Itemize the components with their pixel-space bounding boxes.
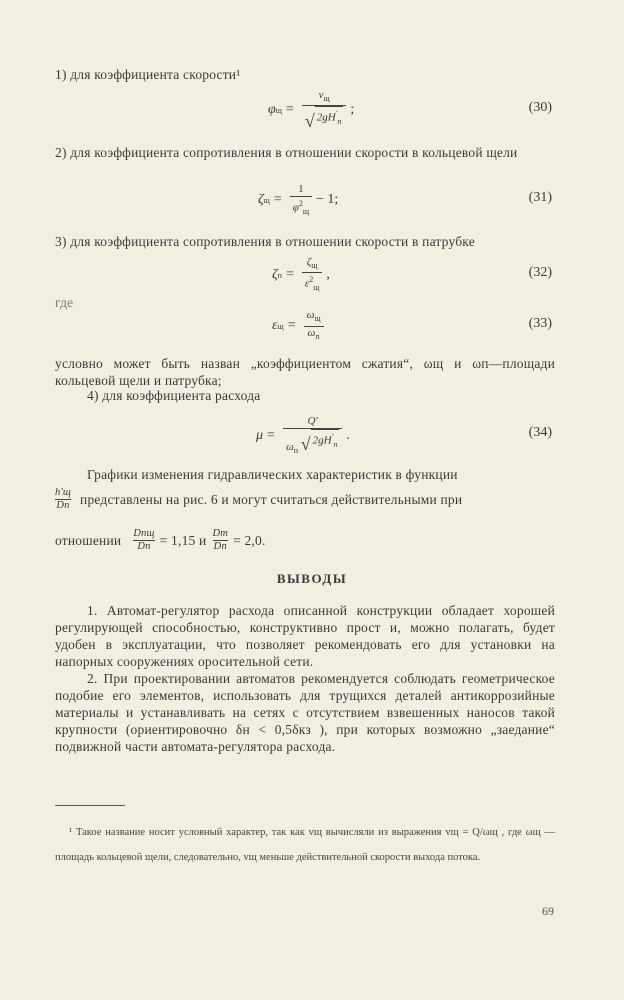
eq32-den-sup: 2	[309, 275, 314, 285]
eq34-den-sub: п	[293, 446, 298, 456]
eq31-tail: − 1;	[316, 192, 339, 207]
eq33-lhs: ε	[272, 318, 278, 333]
eq33-den: ω	[307, 326, 316, 339]
eq30-sqrt: √ $2gH'_п$	[305, 106, 344, 128]
ratio-2-num: Dт	[212, 528, 229, 539]
eq30-num-sub: щ	[323, 94, 330, 104]
graphs-line-1: Графики изменения гидравлических характеристик в функции	[87, 467, 458, 482]
ratio-2-den: Dп	[213, 541, 227, 552]
eq31-fraction	[290, 183, 312, 218]
eq30-number: (30)	[528, 100, 552, 115]
eq32-den: ε	[304, 277, 310, 290]
equation-34	[0, 411, 624, 461]
eq34-den: ω	[285, 440, 294, 453]
eq32-tail: ,	[326, 267, 330, 282]
eq32-lhs: ζ	[272, 267, 278, 282]
eq30-equals: =	[285, 102, 294, 117]
eq34-sqrt: √ $2gH'_п$	[301, 429, 340, 451]
conclusions-heading: ВЫВОДЫ	[276, 571, 348, 586]
item-4-text: 4) для коэффициента расхода	[87, 388, 261, 403]
eq33-lhs-sub: щ	[277, 321, 284, 331]
eq34-den-root-sup: '	[331, 431, 334, 441]
eq33-equals: =	[287, 318, 296, 333]
ratio-2-fraction	[213, 528, 229, 553]
eq30-den-sup: '	[335, 109, 338, 119]
graphs-fraction	[55, 487, 71, 512]
eq31-lhs-sub: щ	[263, 195, 270, 205]
eq30-tail: ;	[350, 102, 355, 117]
ratio-2-value: = 2,0.	[233, 533, 266, 548]
eq31-den: φ	[292, 201, 299, 214]
eq33-number: (33)	[528, 316, 552, 331]
eq31-lhs: ζ	[258, 192, 264, 207]
eq33-num-sub: щ	[314, 314, 321, 324]
equation-31	[0, 178, 624, 222]
ratio-1-den: Dп	[137, 541, 151, 552]
eq34-den-root-sub: п	[333, 439, 338, 449]
eq32-equals: =	[285, 267, 294, 282]
eq30-lhs: φ	[268, 102, 276, 117]
eq33-fraction	[304, 309, 324, 342]
eq34-fraction	[283, 415, 342, 457]
ratio-1-value: = 1,15 и	[159, 533, 207, 548]
equation-33	[0, 304, 624, 348]
eq33-den-sub: п	[315, 331, 320, 341]
eq32-fraction	[302, 256, 323, 294]
item-2-text: 2) для коэффициента сопротивления в отношении скорости в кольцевой щели	[55, 145, 518, 160]
conclusion-2: 2. При проектировании автоматов рекомендуется соблюдать геометрическое подобие его элементов, использовать для трущихся деталей антикоррозийные материалы и устанавливать на сетях с отсутствием взвешенных наносов такой крупности (ориентировочно δн < 0,5δкз ), при которых возможно „заедание“ подвижной части автомата-регулятора расхода.	[55, 671, 555, 754]
eq31-number: (31)	[528, 190, 552, 205]
graphs-frac-den: Dп	[56, 500, 70, 511]
eq31-den-sup: 2	[298, 198, 303, 208]
footnote-rule	[55, 805, 125, 806]
eq31-num: 1	[298, 182, 304, 195]
eq30-fraction	[302, 89, 347, 131]
page-number: 69	[542, 904, 554, 918]
eq34-lhs: μ	[256, 428, 264, 443]
eq34-num: Q'	[307, 414, 318, 427]
equation-30	[0, 88, 624, 132]
eq32-number: (32)	[528, 265, 552, 280]
ratio-1-num: Dпщ	[133, 528, 155, 539]
eq31-den-sub: щ	[302, 206, 310, 216]
eq31-equals: =	[273, 192, 282, 207]
item-1-text: 1) для коэффициента скорости¹	[55, 67, 241, 82]
eq34-den-root: 2gH	[312, 434, 332, 447]
where-text: где	[55, 295, 74, 310]
eq32-num: ζ	[306, 255, 312, 268]
eq30-num: v	[318, 88, 324, 101]
conclusion-1: 1. Автомат-регулятор расхода описанной конструкции обладает хорошей регулирующей способностью, конструктивно прост и, можно полагать, будет удобен в эксплуатации, что позволяет рекомендовать его для установки на напорных сооружениях оросительной сети.	[55, 603, 555, 669]
eq33-num: ω	[306, 309, 315, 322]
eq34-number: (34)	[528, 425, 552, 440]
footnote-1: ¹ Такое название носит условный характер, так как vщ вычисляли из выражения vщ = Q/ωщ , где ωщ — площадь кольцевой щели, следовательно, vщ меньше действительной скорости выхода потока.	[55, 827, 555, 863]
eq30-den: 2gH	[316, 111, 336, 124]
graphs-line-2-text: представлены на рис. 6 и могут считаться действительными при	[80, 492, 463, 507]
graphs-frac-num: h'щ	[55, 487, 72, 498]
eq34-tail: .	[346, 428, 350, 443]
eq30-den-sub: п	[337, 117, 342, 127]
ratio-line	[55, 528, 555, 553]
condition-text: условно может быть назван „коэффициентом сжатия“, ωщ и ωп—площади кольцевой щели и патрубка;	[55, 356, 555, 388]
item-3-text: 3) для коэффициента сопротивления в отношении скорости в патрубке	[55, 234, 475, 249]
equation-32	[0, 253, 624, 297]
eq32-den-sub: щ	[313, 283, 320, 293]
eq32-lhs-sub: п	[277, 270, 282, 280]
graphs-line-2	[55, 487, 555, 512]
eq34-equals: =	[267, 428, 275, 443]
ratio-prefix: отношении	[55, 533, 122, 548]
eq30-lhs-sub: щ	[275, 105, 282, 115]
eq32-num-sub: щ	[311, 261, 318, 271]
ratio-1-fraction	[133, 528, 154, 553]
